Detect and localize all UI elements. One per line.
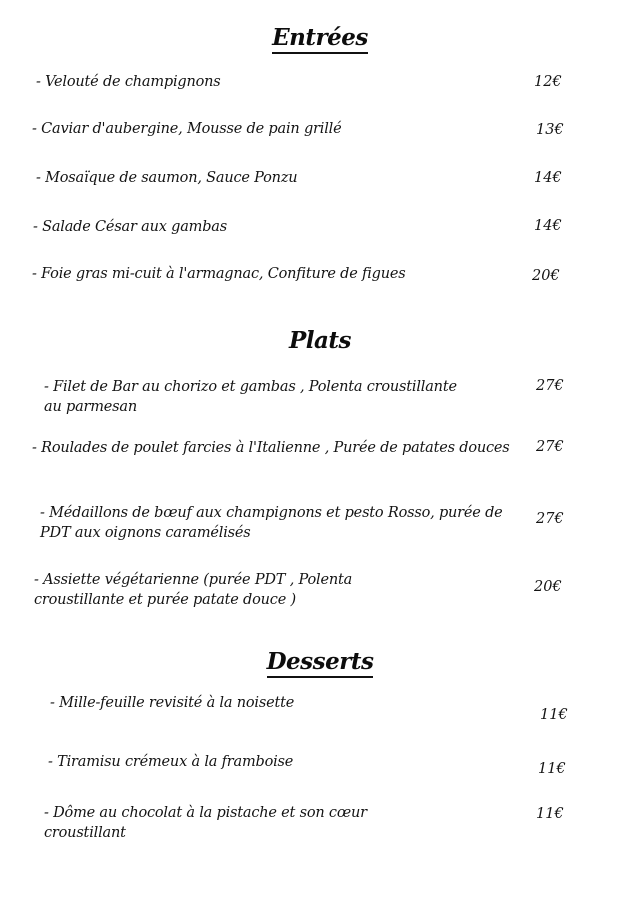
menu-item-price: 14€ xyxy=(534,170,562,186)
menu-item: - Dôme au chocolat à la pistache et son cœur xyxy=(44,805,367,821)
menu-item-price: 13€ xyxy=(536,122,564,138)
menu-item-price: 11€ xyxy=(538,761,566,777)
menu-item: - Assiette végétarienne (purée PDT , Polenta xyxy=(34,572,353,588)
menu-item-price: 27€ xyxy=(536,511,564,527)
menu-item-price: 14€ xyxy=(534,218,562,234)
menu-item-continued: croustillant xyxy=(44,825,126,841)
menu-item-price: 11€ xyxy=(536,806,564,822)
menu-item-price: 20€ xyxy=(534,579,562,595)
menu-item: - Caviar d'aubergine, Mousse de pain grillé xyxy=(32,121,342,137)
menu-item-price: 27€ xyxy=(536,378,564,394)
section-title-plats: Plats xyxy=(288,327,351,354)
menu-item: - Salade César aux gambas xyxy=(33,219,227,235)
menu-item-continued: croustillante et purée patate douce ) xyxy=(34,592,296,608)
menu-item: - Mille-feuille revisité à la noisette xyxy=(50,695,295,711)
menu-item-price: 12€ xyxy=(534,74,562,90)
menu-item: - Filet de Bar au chorizo et gambas , Polenta croustillante xyxy=(44,379,457,395)
menu-item: - Roulades de poulet farcies à l'Italienne , Purée de patates douces xyxy=(32,440,510,456)
menu-item: - Mosaïque de saumon, Sauce Ponzu xyxy=(36,170,298,186)
menu-item: - Médaillons de bœuf aux champignons et pesto Rosso, purée de xyxy=(40,505,503,521)
menu-item-price: 11€ xyxy=(540,707,568,723)
menu-item-price: 20€ xyxy=(532,268,560,284)
section-title-desserts: Desserts xyxy=(0,648,640,675)
menu-item-price: 27€ xyxy=(536,439,564,455)
menu-item: - Velouté de champignons xyxy=(36,74,221,90)
menu-item: - Tiramisu crémeux à la framboise xyxy=(48,754,294,770)
section-title-entrees: Entrées xyxy=(0,24,640,51)
menu-item-continued: au parmesan xyxy=(44,399,138,415)
menu-item-continued: PDT aux oignons caramélisés xyxy=(40,525,251,541)
menu-item: - Foie gras mi-cuit à l'armagnac, Confiture de figues xyxy=(32,266,406,282)
